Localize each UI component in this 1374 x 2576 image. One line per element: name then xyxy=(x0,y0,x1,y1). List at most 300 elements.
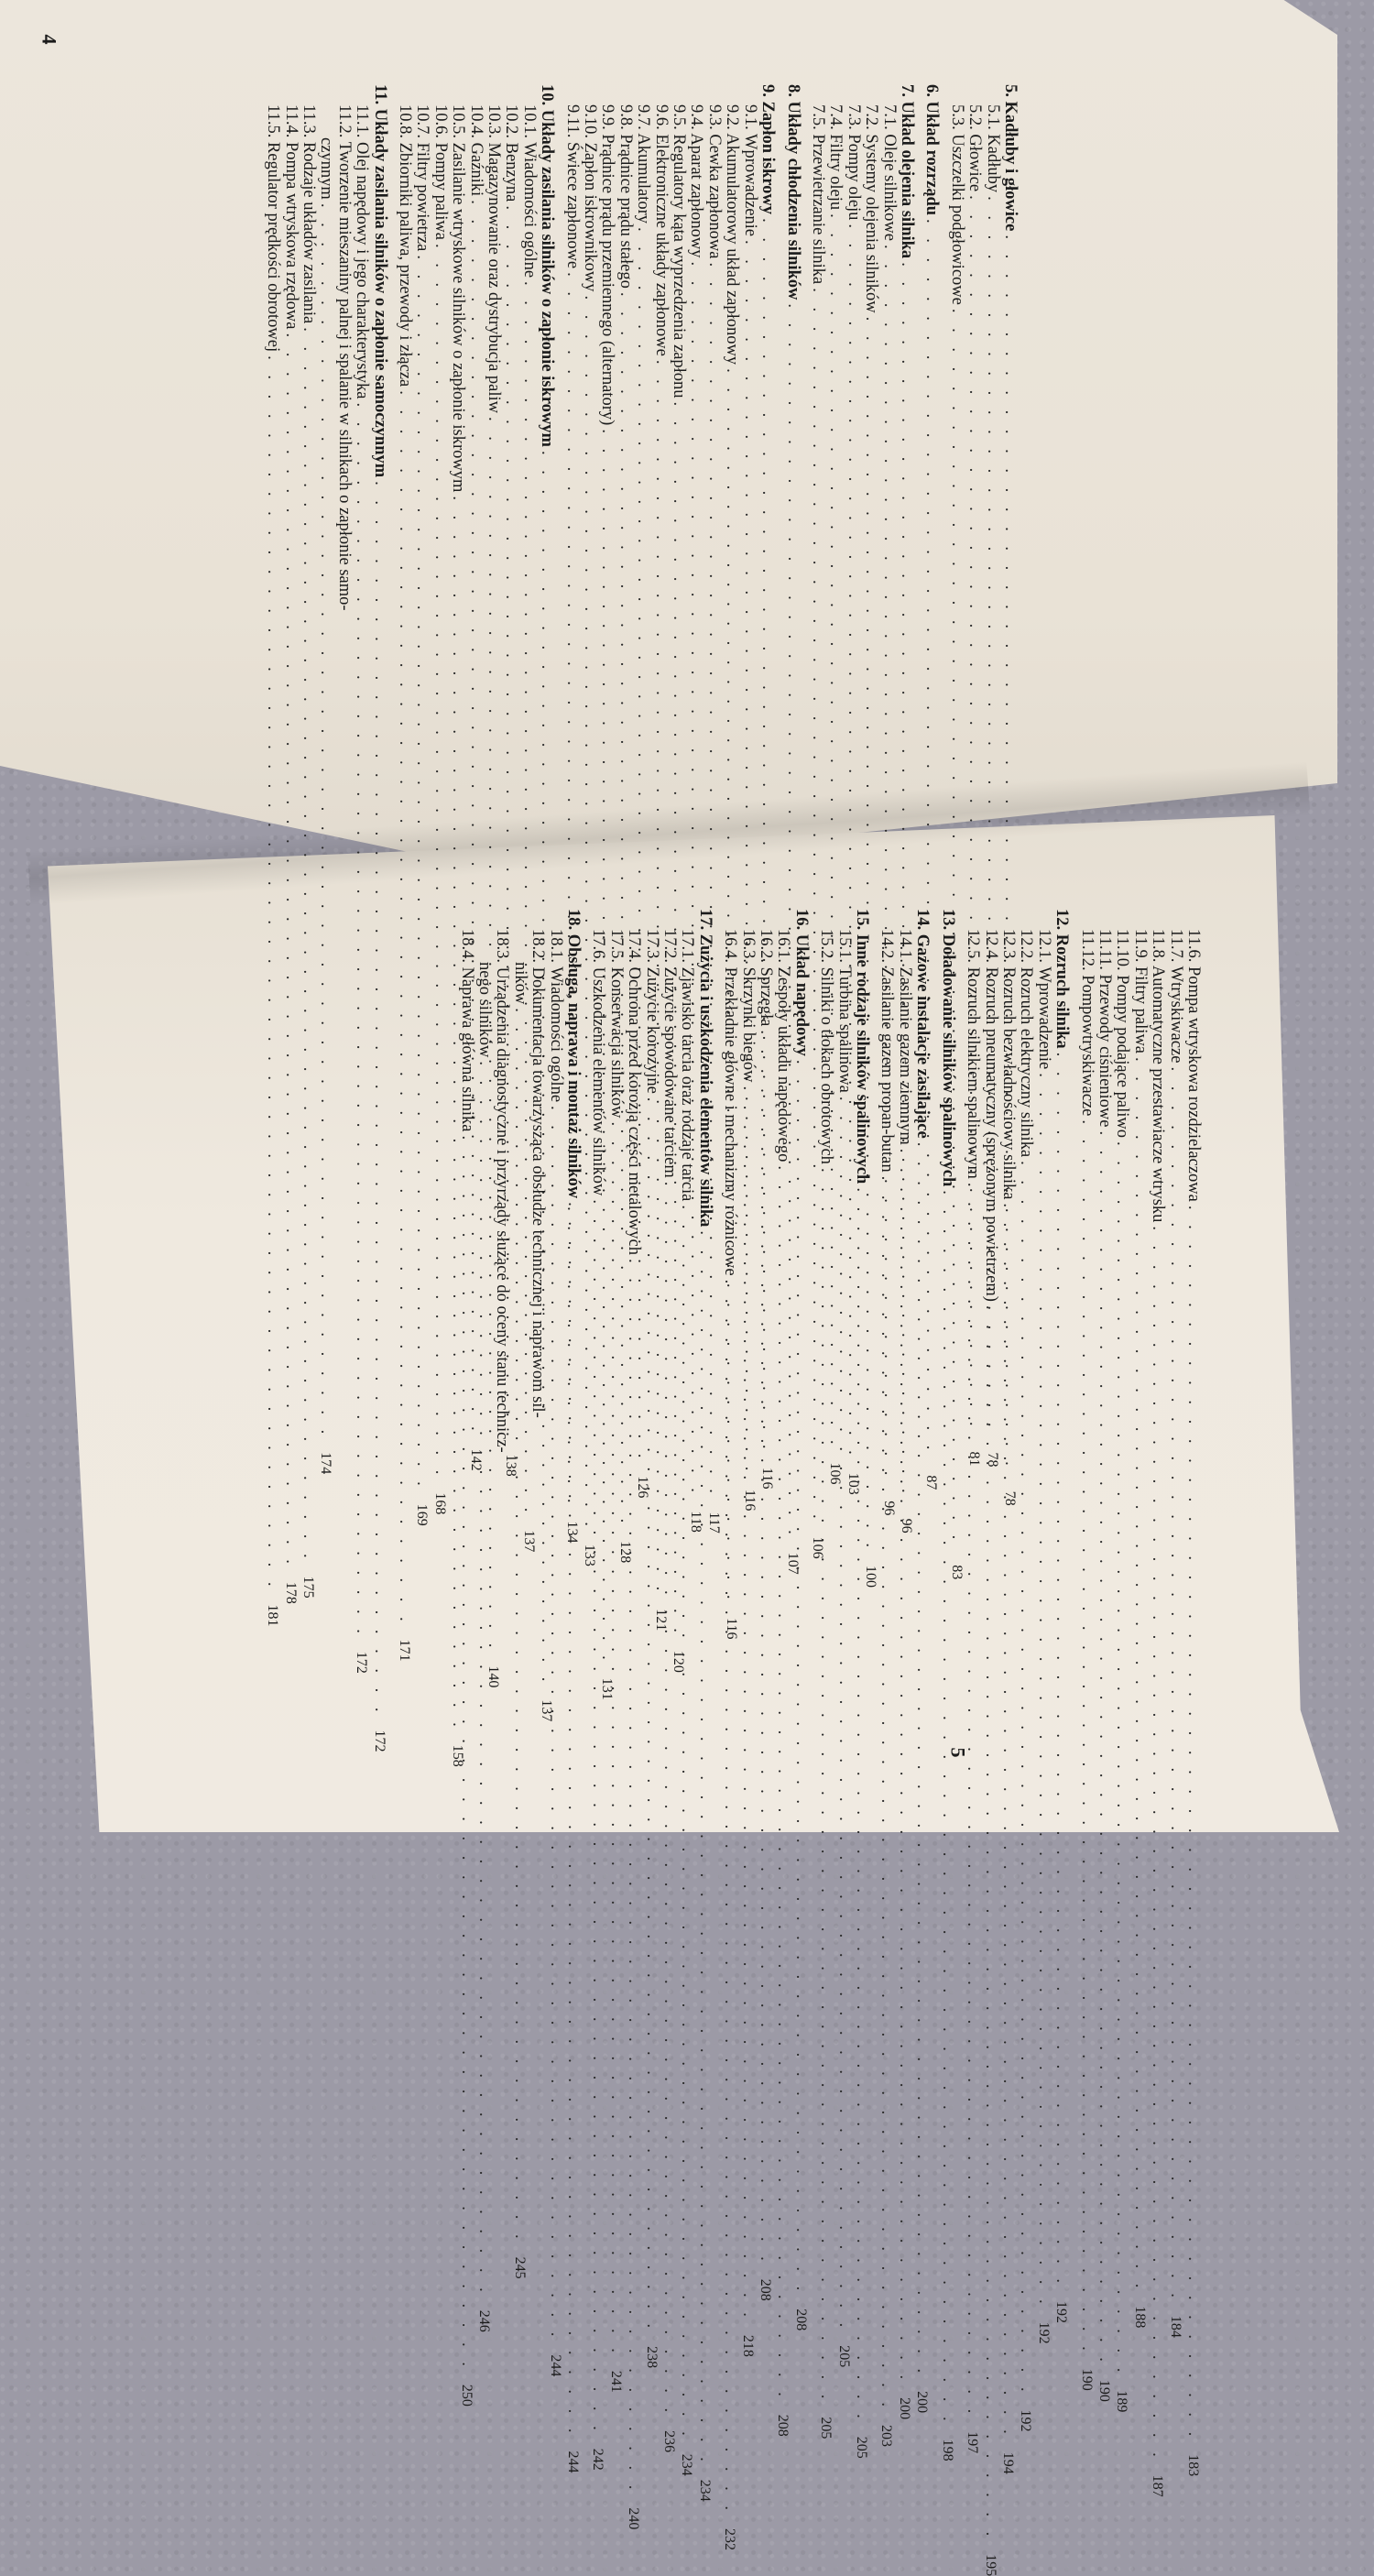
toc-entry-page: 126 xyxy=(635,1476,651,1499)
toc-entry-title xyxy=(1184,929,1202,1202)
toc-leader-dots xyxy=(913,1142,931,2378)
toc-entry-page: 184 xyxy=(1167,2315,1183,2338)
toc-entry-title xyxy=(634,104,651,224)
toc-entry-number: 5.2. xyxy=(965,104,985,130)
toc-entry-text: Zasilanie gazem ziemnym xyxy=(895,966,914,1145)
toc-entry-number: 11.5. xyxy=(264,104,283,138)
toc-leader-dots xyxy=(757,1030,774,2265)
toc-entry-title xyxy=(913,909,931,1139)
toc-entry-title xyxy=(964,929,981,1179)
toc-entry-number: 7. xyxy=(897,84,916,97)
toc-entry-page: 190 xyxy=(1078,2368,1095,2391)
toc-entry-number: 18.1. xyxy=(546,929,565,963)
toc-entry xyxy=(895,909,914,2420)
toc-entry-number: 7.4. xyxy=(826,104,845,130)
toc-entry-title xyxy=(896,929,913,1145)
toc-entry-text: nego silników xyxy=(474,962,494,1058)
toc-entry-page: 244 xyxy=(547,2354,563,2377)
toc-entry-text: Zapłon iskrownikowy xyxy=(581,142,600,292)
toc-entry-title xyxy=(502,104,519,202)
toc-entry-text: Układy zasilania silników o zapłonie iskrowym xyxy=(538,109,557,447)
toc-entry-number: 18.4. xyxy=(457,929,476,963)
toc-entry-page: 194 xyxy=(999,2451,1016,2474)
toc-entry-title xyxy=(546,929,563,1102)
toc-entry-title xyxy=(705,104,723,259)
toc-entry-text: Regulatory kąta wyprzedzenia zapłonu xyxy=(670,134,689,398)
toc-entry-text: Sprzęgła xyxy=(757,966,776,1027)
toc-entry-text: Wprowadzenie xyxy=(740,134,759,237)
toc-entry-title xyxy=(466,104,484,196)
toc-entry-page: 121 xyxy=(652,1609,669,1632)
toc-leader-dots xyxy=(589,1199,606,2435)
toc-entry-text: Systemy olejenia silników xyxy=(862,134,881,313)
toc-entry-text: Zasilanie gazem propan-butan xyxy=(878,966,897,1173)
toc-entry-page: 100 xyxy=(863,1566,879,1588)
toc-leader-dots xyxy=(413,255,431,1490)
toc-entry-number: 11.6. xyxy=(1184,929,1203,963)
toc-entry-title xyxy=(1149,929,1166,1222)
toc-entry-number: 12. xyxy=(1052,909,1072,931)
toc-entry xyxy=(334,84,352,817)
toc-entry xyxy=(370,84,389,1752)
toc-entry-title xyxy=(1113,929,1130,1138)
toc-entry-page: 103 xyxy=(845,1472,861,1495)
toc-entry-text: Rozruch bezwładnościowy silnika xyxy=(998,966,1018,1200)
toc-entry-number: 16.4. xyxy=(721,929,740,963)
toc-entry-text: Kadłuby xyxy=(983,134,1002,193)
toc-entry-title xyxy=(758,84,776,214)
toc-entry-page: 116 xyxy=(741,1489,758,1512)
toc-entry-text: Zasilanie wtryskowe silników o zapłonie iskrowym xyxy=(449,142,468,493)
toc-entry-text: Filtry paliwa xyxy=(1130,966,1150,1054)
toc-entry-page: 106 xyxy=(827,1462,844,1485)
toc-leader-dots xyxy=(878,1176,895,2412)
toc-entry-page: 133 xyxy=(582,1544,598,1566)
toc-entry-text: Magazynowanie oraz dystrybucja paliw xyxy=(485,142,504,414)
toc-entry-title xyxy=(1130,929,1148,1053)
toc-entry-title xyxy=(981,929,998,1302)
toc-entry-title xyxy=(1034,929,1052,1069)
toc-entry-text: Prądnice prądu stałego xyxy=(616,134,635,289)
toc-leader-dots xyxy=(678,1205,695,2440)
toc-leader-dots xyxy=(457,1135,474,2371)
toc-entry-title xyxy=(651,104,669,356)
toc-entry-text: Układy zasilania silników o zapłonie samoczynnym xyxy=(370,108,389,478)
toc-entry-title xyxy=(670,104,687,398)
toc-entry-title xyxy=(353,104,370,398)
toc-leader-dots xyxy=(938,1190,955,2426)
toc-leader-dots xyxy=(642,1097,660,2333)
toc-entry-page: 192 xyxy=(1035,2321,1052,2344)
toc-entry-number: 11.11. xyxy=(1095,929,1114,970)
toc-entry-page: 106 xyxy=(809,1536,825,1559)
toc-entry-number: 17.5. xyxy=(606,929,626,963)
toc-entry-page: 208 xyxy=(758,2278,774,2301)
toc-entry-text: Gazowe instalacje zasilające xyxy=(913,933,932,1139)
toc-entry-number: 10.3. xyxy=(485,104,504,138)
toc-entry-number: 17.6. xyxy=(589,929,608,963)
toc-entry-text: Zapłon iskrowy xyxy=(758,101,778,215)
toc-entry-page: 234 xyxy=(696,2479,713,2502)
toc-leader-dots xyxy=(1184,1206,1202,2441)
toc-entry-text: Wprowadzenie xyxy=(1034,966,1053,1070)
toc-entry-number: 11.1. xyxy=(353,104,372,138)
toc-entry-text: Olej napędowy i jego charakterystyka xyxy=(353,141,372,399)
toc-entry-text: Pompy paliwa xyxy=(431,142,450,240)
toc-entry-title xyxy=(999,929,1017,1199)
toc-entry xyxy=(413,84,432,1526)
toc-entry-page: 96 xyxy=(880,1501,897,1516)
toc-entry xyxy=(1130,909,1150,2329)
toc-entry-title xyxy=(281,104,299,329)
toc-entry xyxy=(281,84,300,1604)
toc-entry-page: 78 xyxy=(1002,1490,1018,1506)
toc-entry-text: Przekładnie główne i mechanizmy różnicowe xyxy=(721,966,740,1276)
toc-entry-text: Gaźniki xyxy=(466,142,485,197)
toc-entry-text: Pompy podające paliwo xyxy=(1113,975,1132,1138)
toc-entry-number: 15.1. xyxy=(834,929,854,963)
toc-entry-title xyxy=(947,104,965,305)
toc-entry-page: 218 xyxy=(739,2334,756,2357)
toc-entry-page: 238 xyxy=(643,2346,660,2369)
toc-entry-number: 11.7. xyxy=(1166,929,1185,963)
toc-leader-dots xyxy=(546,1106,563,2341)
toc-entry-page: 236 xyxy=(661,2430,678,2453)
toc-entry-title xyxy=(938,909,955,1186)
toc-entry-title xyxy=(965,104,983,191)
toc-entry-page: 245 xyxy=(511,2256,528,2279)
toc-entry-title xyxy=(1017,929,1034,1157)
toc-leader-dots xyxy=(896,1149,913,2385)
toc-entry-number: 10.6. xyxy=(431,104,450,138)
toc-entry-page: 192 xyxy=(1053,2301,1070,2324)
toc-entry-title xyxy=(431,104,448,240)
toc-entry-number: 5.1. xyxy=(983,104,1002,130)
toc-entry-text: Filtry powietrza xyxy=(413,142,432,252)
page-number-right: 5 xyxy=(946,1747,970,1758)
toc-entry-page: 172 xyxy=(371,1730,387,1752)
toc-entry-title xyxy=(300,104,317,323)
toc-leader-dots xyxy=(564,1202,582,2438)
toc-entry-text: Konserwacja silników xyxy=(606,966,626,1119)
toc-entry-text: Turbina spalinowa xyxy=(834,966,854,1093)
toc-entry-page: 203 xyxy=(878,2424,895,2447)
toc-entry-page: 178 xyxy=(282,1581,299,1604)
toc-entry-text: Układ napędowy xyxy=(791,933,811,1056)
toc-entry xyxy=(564,909,583,2473)
toc-entry-title xyxy=(529,929,546,1418)
toc-entry xyxy=(264,84,283,1627)
toc-entry-number: 9.9. xyxy=(598,104,617,130)
toc-leader-dots xyxy=(791,1060,809,2296)
toc-entry-text: Zjawisko tarcia oraz rodzaje tarcia xyxy=(678,966,697,1202)
toc-entry-number: 17.3. xyxy=(642,929,661,963)
toc-entry-page: 240 xyxy=(626,2507,642,2530)
toc-entry-text: Uszczelki podgłowicowe xyxy=(947,134,966,305)
toc-entry xyxy=(317,84,336,1475)
toc-leader-dots xyxy=(264,355,281,1591)
toc-entry-number: 10.1. xyxy=(519,104,539,138)
toc-entry-title xyxy=(606,929,624,1119)
toc-entry-page: 205 xyxy=(818,2417,834,2440)
toc-entry-text: czynnym xyxy=(317,137,336,200)
toc-entry-page: 244 xyxy=(565,2450,581,2473)
toc-entry-page: 241 xyxy=(607,2370,624,2393)
toc-entry-text: Filtry oleju xyxy=(826,134,845,211)
toc-entry-title xyxy=(721,929,738,1276)
toc-entry-page: 192 xyxy=(1018,2409,1034,2432)
toc-entry-title xyxy=(485,104,502,413)
page-number-left: 4 xyxy=(38,34,61,45)
toc-leader-dots xyxy=(1130,1057,1148,2293)
toc-entry-page: 205 xyxy=(835,2345,852,2368)
toc-entry-page: 138 xyxy=(503,1454,519,1477)
toc-entry-text: Automatyczne przestawiacze wtrysku xyxy=(1149,965,1168,1223)
toc-entry-number: 12.2. xyxy=(1017,929,1036,963)
toc-entry-text: Obsługa, naprawa i montaż silników xyxy=(564,933,583,1199)
toc-entry-number: 17.4. xyxy=(625,929,644,963)
toc-entry-number: 18. xyxy=(564,909,583,931)
toc-entry xyxy=(981,909,1000,2576)
toc-entry-title xyxy=(616,104,633,289)
toc-entry-number: 10.8. xyxy=(396,104,414,138)
toc-entry-text: Świece zapłonowe xyxy=(562,141,582,269)
toc-entry-number: 10.2. xyxy=(502,104,521,138)
toc-entry-text: Wiadomości ogólne xyxy=(546,966,565,1103)
toc-entry xyxy=(1184,909,1203,2477)
toc-entry xyxy=(431,84,450,1515)
toc-entry-title xyxy=(817,929,834,1164)
toc-entry xyxy=(353,84,372,1674)
toc-entry-page: 205 xyxy=(854,2436,870,2459)
toc-entry-number: 16.1. xyxy=(774,929,793,963)
toc-leader-dots xyxy=(353,402,370,1638)
toc-entry-number: 9.5. xyxy=(670,104,689,130)
toc-leader-dots xyxy=(1017,1161,1034,2396)
toc-entry-text: Kadłuby i głowice xyxy=(1001,101,1020,232)
toc-entry-text: Cewka zapłonowa xyxy=(704,134,724,259)
toc-entry xyxy=(1095,909,1114,2402)
toc-entry-title xyxy=(844,104,861,220)
toc-entry-page: 242 xyxy=(590,2448,606,2471)
toc-entry-text: Wtryskiwacze xyxy=(1166,966,1185,1064)
toc-entry-title xyxy=(898,84,915,258)
toc-leader-dots xyxy=(721,1280,738,2516)
toc-entry-number: 16.3. xyxy=(738,929,758,963)
toc-entry-text: Benzyna xyxy=(502,142,521,202)
toc-entry-title xyxy=(1166,929,1183,1063)
toc-leader-dots xyxy=(300,327,317,1563)
toc-leader-dots xyxy=(1034,1073,1052,2309)
toc-entry-page: 81 xyxy=(966,1451,983,1467)
toc-leader-dots xyxy=(853,1187,870,2423)
toc-entry-text: Akumulatory xyxy=(634,133,653,224)
toc-entry-page: 232 xyxy=(722,2527,738,2550)
toc-entry-text: Uszkodzenia elementów silników xyxy=(589,966,608,1196)
toc-entry-number: 11.10. xyxy=(1113,929,1132,971)
toc-entry-text: Skrzynki biegów xyxy=(738,966,758,1083)
toc-entry-number: 9.1. xyxy=(740,104,759,130)
toc-entry-title xyxy=(334,104,352,611)
toc-entry-number: 16.2. xyxy=(757,929,776,963)
toc-entry-number: 9.3. xyxy=(704,104,724,130)
toc-entry-title xyxy=(687,104,704,258)
toc-entry-text: Rozruch silnika xyxy=(1052,933,1072,1049)
toc-entry-page: 190 xyxy=(1096,2379,1112,2402)
toc-entry-title xyxy=(783,84,801,300)
toc-entry-number: 6. xyxy=(922,84,942,97)
toc-leader-dots xyxy=(370,481,387,1717)
toc-entry-title xyxy=(660,929,678,1178)
toc-entry-number: 8. xyxy=(783,84,802,97)
toc-leader-dots xyxy=(981,1305,998,2541)
toc-leader-dots xyxy=(1077,1119,1095,2355)
toc-entry-text: Zespoły układu napędowego xyxy=(774,966,793,1162)
toc-entry-page: 116 xyxy=(759,1468,776,1490)
toc-entry-title xyxy=(853,909,870,1184)
toc-entry-page: 87 xyxy=(923,1475,940,1490)
toc-entry-number: 17.2. xyxy=(660,929,680,963)
toc-entry-number: 9.7. xyxy=(634,104,653,130)
toc-leader-dots xyxy=(606,1122,624,2358)
toc-entry-number: 10. xyxy=(538,84,557,106)
toc-entry-number: 9. xyxy=(758,84,778,97)
toc-leader-dots xyxy=(625,1259,642,2494)
toc-entry-page: 175 xyxy=(300,1576,316,1599)
toc-entry-number: 11.4. xyxy=(281,104,300,138)
toc-entry-title xyxy=(1096,929,1113,1128)
toc-entry-text: Silniki o tłokach obrotowych xyxy=(817,966,836,1164)
toc-entry-title xyxy=(878,929,895,1173)
toc-entry-page: 181 xyxy=(265,1604,281,1627)
toc-entry-number: 7.3. xyxy=(844,104,863,130)
toc-leader-dots xyxy=(1149,1226,1166,2461)
toc-entry xyxy=(1149,909,1168,2497)
toc-entry-title xyxy=(317,137,334,200)
toc-entry-page: 183 xyxy=(1185,2454,1201,2477)
toc-entry-title xyxy=(581,104,598,292)
toc-entry-page: 78 xyxy=(984,1452,1000,1468)
toc-leader-dots xyxy=(660,1182,678,2418)
toc-entry-title xyxy=(723,104,740,365)
toc-entry-text: Naprawa główna silnika xyxy=(457,966,476,1132)
toc-entry-title xyxy=(370,84,387,477)
toc-leader-dots xyxy=(396,390,413,1626)
toc-entry-number: 12.1. xyxy=(1034,929,1053,963)
toc-entry-number: 7.2. xyxy=(862,104,881,130)
toc-entry xyxy=(1052,909,1072,2324)
toc-entry xyxy=(1017,909,1036,2432)
toc-leader-dots xyxy=(431,244,448,1479)
toc-leader-dots xyxy=(817,1168,834,2404)
toc-entry-title xyxy=(493,929,510,1453)
toc-entry-text: Układ olejenia silnika xyxy=(897,101,916,259)
toc-entry-number: 11.2. xyxy=(334,104,354,138)
toc-entry-number: 18.2. xyxy=(529,929,548,963)
toc-entry xyxy=(721,909,740,2550)
toc-entry-text: Doładowanie silników spalinowych xyxy=(938,933,957,1187)
toc-entry-text: Ochrona przed korozją części metalowych xyxy=(625,966,644,1255)
toc-entry-text: Zużycia i uszkodzenia elementów silnika xyxy=(695,933,714,1228)
toc-leader-dots xyxy=(1113,1141,1130,2377)
toc-entry xyxy=(1113,909,1132,2413)
toc-entry-title xyxy=(564,909,582,1198)
toc-entry-number: 11.8. xyxy=(1149,929,1168,963)
toc-leader-dots xyxy=(1096,1131,1113,2367)
toc-entry xyxy=(396,84,414,1662)
toc-entry-text: Regulator prędkości obrotowej xyxy=(264,141,283,353)
toc-entry-page: 234 xyxy=(679,2453,695,2476)
toc-entry-text: Oleje silnikowe xyxy=(879,134,899,242)
toc-entry-number: 15. xyxy=(853,909,872,931)
toc-entry-text: Dokumentacja towarzysząca obsłudze technicznej i naprawom sil- xyxy=(529,966,548,1418)
toc-entry-number: 9.6. xyxy=(651,104,671,130)
toc-entry-text: Przewody ciśnieniowe xyxy=(1095,974,1114,1128)
toc-entry-text: Elektroniczne układy zapłonowe xyxy=(651,134,671,356)
toc-entry-page: 116 xyxy=(724,1618,740,1640)
toc-entry xyxy=(738,909,758,2357)
toc-entry xyxy=(998,909,1018,2474)
toc-entry-page: 83 xyxy=(948,1565,965,1580)
toc-entry-text: Akumulatorowy układ zapłonowy xyxy=(723,133,742,366)
toc-leader-dots xyxy=(510,1008,528,2243)
toc-entry-title xyxy=(475,962,493,1057)
toc-entry-number: 18.3. xyxy=(493,929,512,963)
toc-entry-text: Wiadomości ogólne xyxy=(519,142,539,278)
toc-entry-page: 142 xyxy=(467,1448,484,1471)
toc-entry-page: 120 xyxy=(671,1650,687,1673)
toc-entry-number: 12.4. xyxy=(981,929,1000,963)
toc-entry-page: 172 xyxy=(354,1651,370,1674)
toc-entry-text: Rozruch silnikiem spalinowym xyxy=(964,966,983,1179)
toc-leader-dots xyxy=(695,1230,713,2466)
toc-entry-title xyxy=(598,104,616,425)
toc-entry xyxy=(493,909,510,1687)
toc-entry-title xyxy=(413,104,431,251)
toc-entry-page: 137 xyxy=(520,1530,537,1553)
toc-entry-number: 10.7. xyxy=(413,104,432,138)
toc-entry-number: 11.9. xyxy=(1130,929,1150,963)
toc-entry-page: 195 xyxy=(982,2554,998,2576)
toc-entry-title xyxy=(510,962,528,1004)
toc-entry-number: 9.11. xyxy=(562,104,582,138)
toc-entry-title xyxy=(589,929,606,1195)
toc-entry-title xyxy=(879,104,897,241)
toc-entry-number: 17. xyxy=(695,909,714,931)
toc-entry-text: Pompa wtryskowa rzędowa xyxy=(281,141,300,330)
toc-entry-number: 15.2. xyxy=(817,929,836,963)
toc-entry-page: 168 xyxy=(431,1492,448,1515)
toc-entry-number: 11.12. xyxy=(1077,929,1096,971)
toc-entry-page: 208 xyxy=(792,2309,809,2331)
toc-entry-text: Pompy oleju xyxy=(844,134,863,221)
toc-leader-dots xyxy=(999,1203,1017,2439)
toc-entry-number: 10.4. xyxy=(466,104,485,138)
toc-leader-dots xyxy=(1166,1066,1183,2302)
toc-entry-title xyxy=(809,104,826,284)
toc-entry-title xyxy=(834,929,852,1093)
toc-entry-number: 12.5. xyxy=(964,929,983,963)
toc-entry-text: Rozruch pneumatyczny (sprężonym powietrzem) xyxy=(981,966,1000,1302)
toc-entry-page: 169 xyxy=(414,1503,431,1526)
toc-entry-text: Rozruch elektryczny silnika xyxy=(1017,966,1036,1158)
toc-entry-page: 96 xyxy=(898,1518,914,1534)
toc-entry-title xyxy=(457,929,474,1131)
toc-entry-title xyxy=(740,104,758,236)
toc-entry-page: 189 xyxy=(1114,2390,1130,2413)
toc-leader-dots xyxy=(281,333,299,1568)
toc-entry xyxy=(791,909,811,2331)
